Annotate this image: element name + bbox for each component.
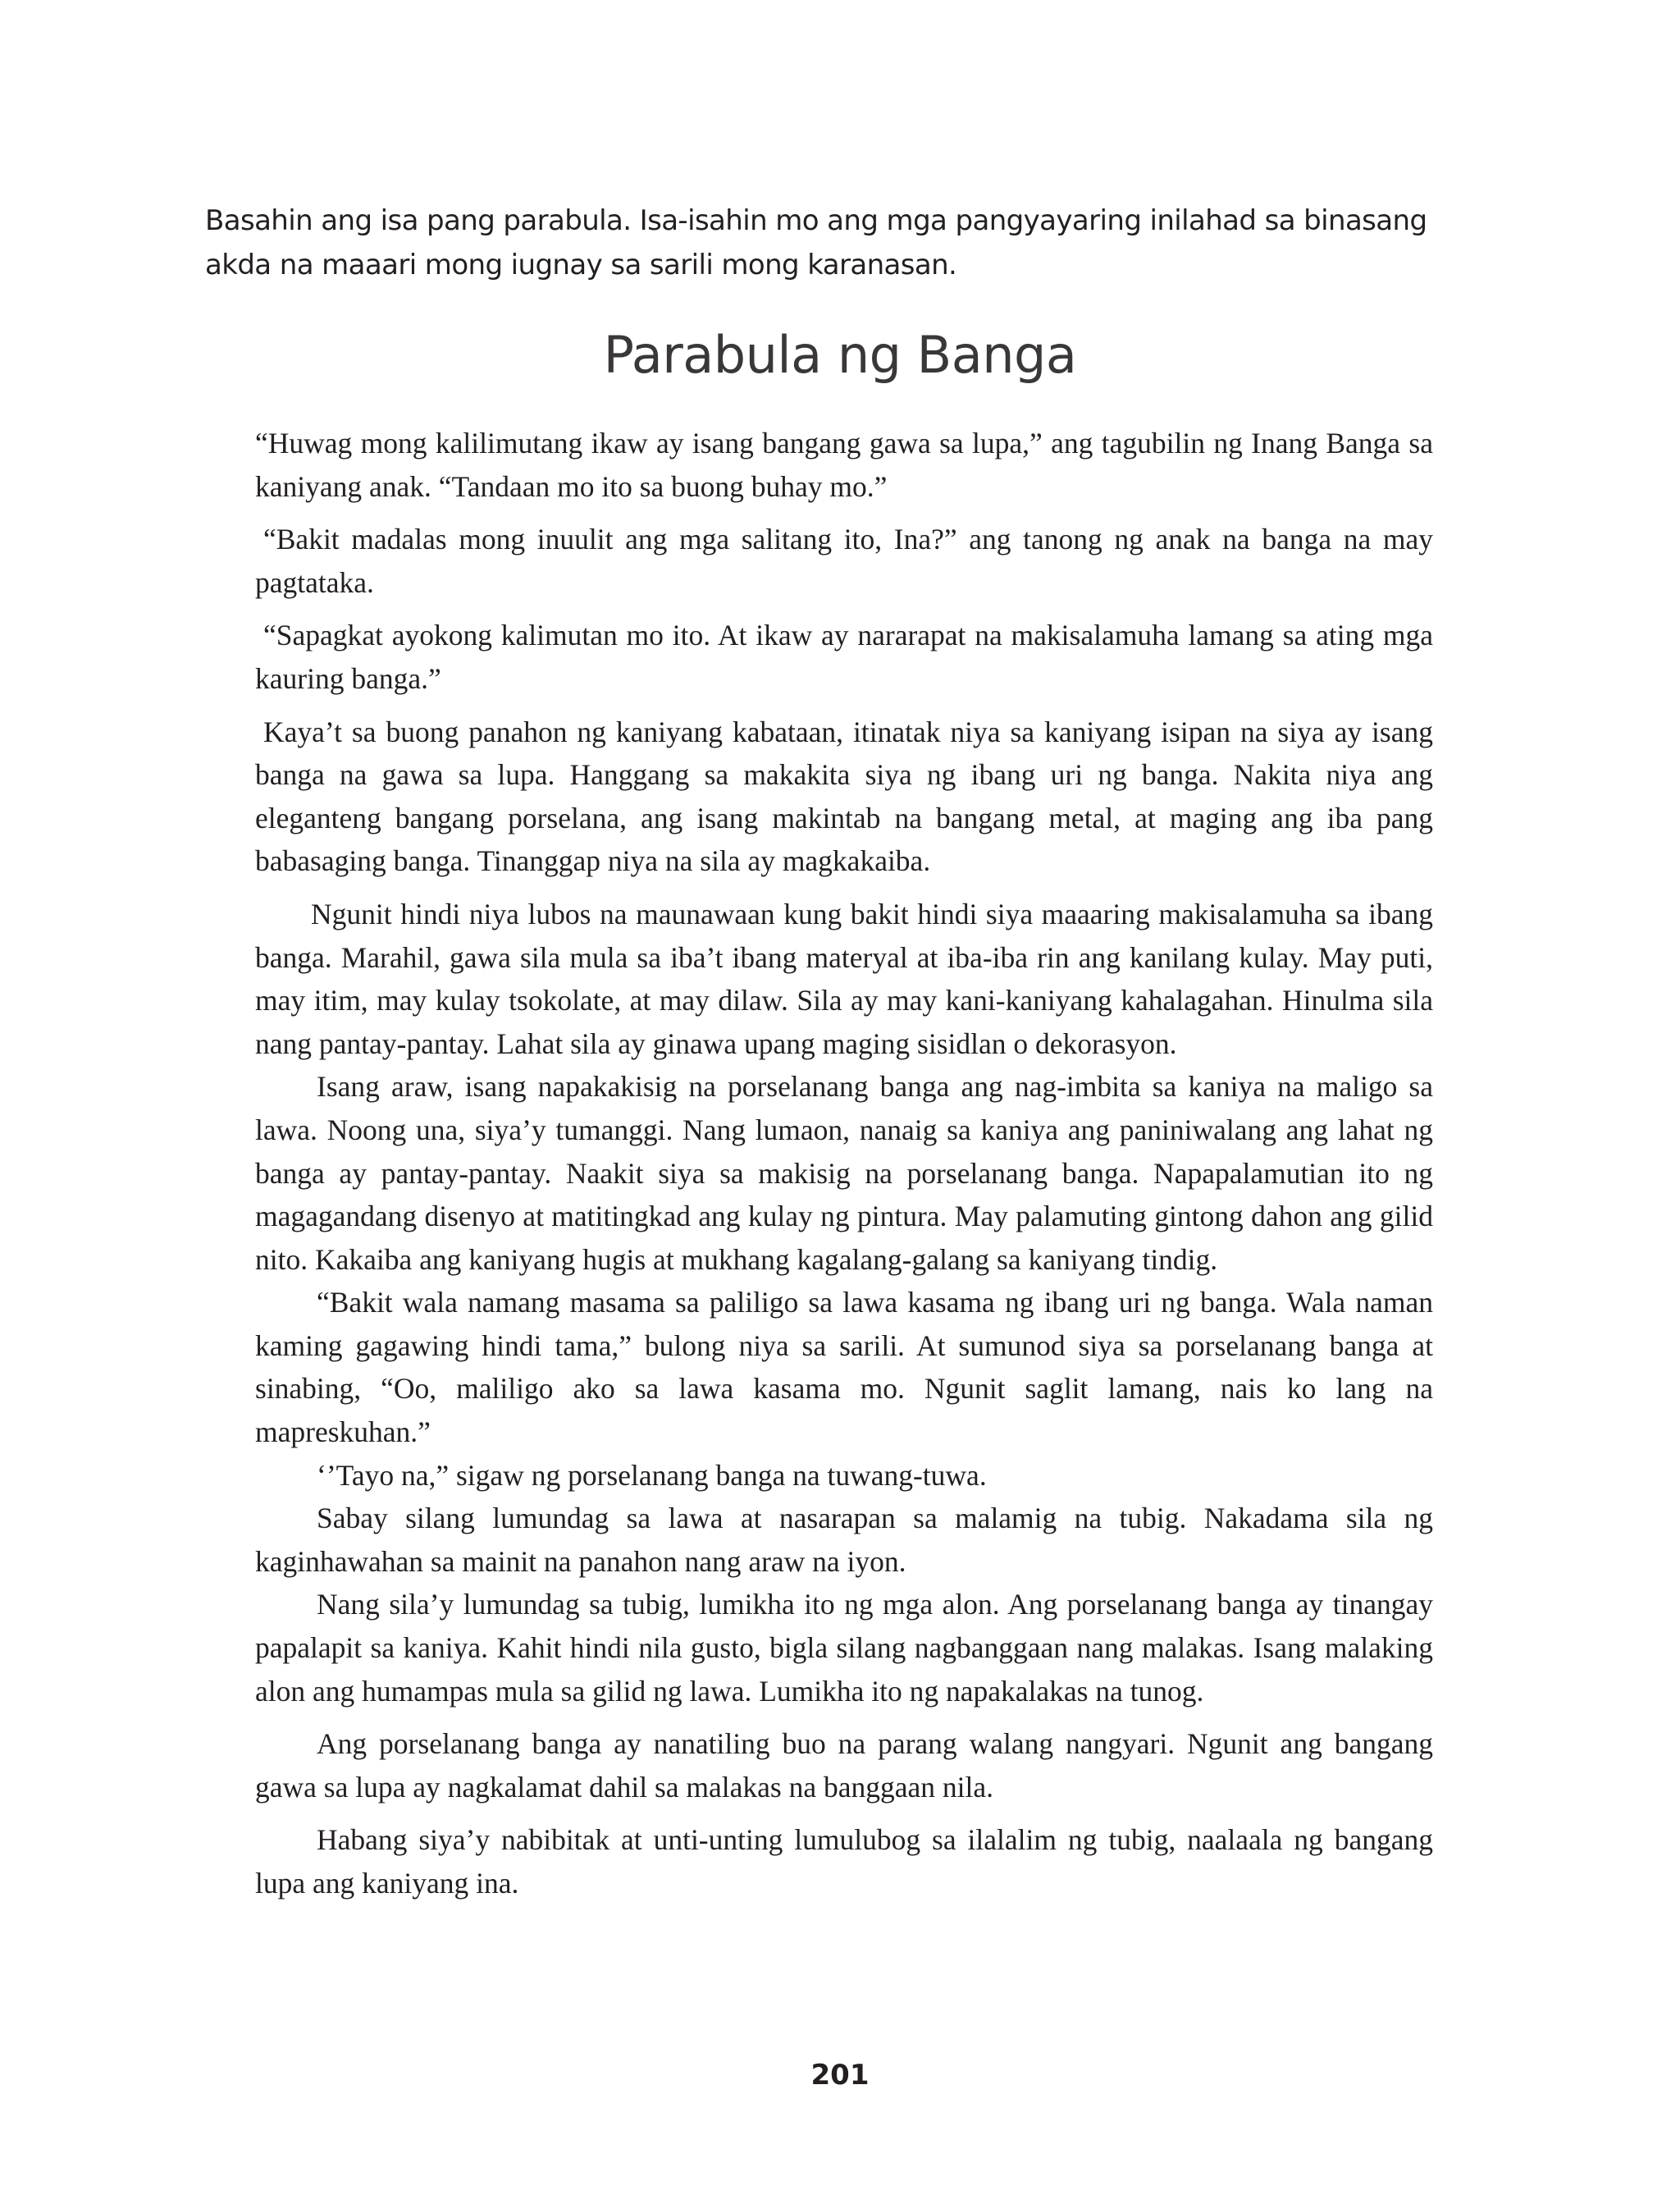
paragraph: “Bakit wala namang masama sa paliligo sa lawa kasama ng ibang uri ng banga. Wala naman kaming gagawing hindi tama,” bulong niya sa sarili. At sumunod siya sa porselanang banga at sinabing, “Oo, maliligo ako sa lawa kasama mo. Ngunit saglit lamang, nais ko lang na mapreskuhan.”: [255, 1286, 1433, 1449]
story-title: Parabula ng Banga: [603, 325, 1077, 385]
paragraph: Ngunit hindi niya lubos na maunawaan kung bakit hindi siya maaaring makisalamuha sa ibang banga. Marahil, gawa sila mula sa iba’t ibang materyal at iba-iba rin ang kanilang kulay. May puti, may itim, may kulay tsokolate, at may dilaw. Sila ay may kani-kaniyang kahalagahan. Hinulma sila nang pantay-pantay. Lahat sila ay ginawa upang maging sisidlan o dekorasyon.: [255, 897, 1433, 1060]
paragraph: Habang siya’y nabibitak at unti-unting lumulubog sa ilalalim ng tubig, naalaala ng bangang lupa ang kaniyang ina.: [255, 1823, 1433, 1900]
paragraph: Ang porselanang banga ay nanatiling buo na parang walang nangyari. Ngunit ang bangang gawa sa lupa ay nagkalamat dahil sa malakas na banggaan nila.: [255, 1727, 1433, 1804]
paragraph: ‘’Tayo na,” sigaw ng porselanang banga na tuwang-tuwa.: [317, 1458, 987, 1492]
paragraph: Nang sila’y lumundag sa tubig, lumikha ito ng mga alon. Ang porselanang banga ay tinangay papalapit sa kaniya. Kahit hindi nila gusto, bigla silang nagbanggaan nang malakas. Isang malaking alon ang humampas mula sa gilid ng lawa. Lumikha ito ng napakalakas na tunog.: [255, 1588, 1433, 1708]
paragraph: “Sapagkat ayokong kalimutan mo ito. At ikaw ay nararapat na makisalamuha lamang sa ating mga kauring banga.”: [255, 619, 1433, 695]
page-number: 201: [810, 2059, 870, 2092]
story-body: [255, 422, 1433, 1905]
paragraph: Sabay silang lumundag sa lawa at nasarapan sa malamig na tubig. Nakadama sila ng kaginhawahan sa mainit na panahon nang araw na iyon.: [255, 1502, 1433, 1578]
paragraph: “Huwag mong kalilimutang ikaw ay isang bangang gawa sa lupa,” ang tagubilin ng Inang Banga sa kaniyang anak. “Tandaan mo ito sa buong buhay mo.”: [255, 427, 1433, 503]
paragraph: Isang araw, isang napakakisig na porselanang banga ang nag-imbita sa kaniya na maligo sa lawa. Noong una, siya’y tumanggi. Nang lumaon, nanaig sa kaniya ang paniniwalang ang lahat ng banga ay pantay-pantay. Naakit siya sa makisig na porselanang banga. Napapalamutian ito ng magagandang disenyo at matitingkad ang kulay ng pintura. May palamuting gintong dahon ang gilid nito. Kakaiba ang kaniyang hugis at mukhang kagalang-galang sa kaniyang tindig.: [255, 1070, 1433, 1276]
instruction-text: Basahin ang isa pang parabula. Isa-isahin mo ang mga pangyayaring inilahad sa binasang akda na maaari mong iugnay sa sarili mong karanasan.: [205, 204, 1427, 281]
paragraph: Kaya’t sa buong panahon ng kaniyang kabataan, itinatak niya sa kaniyang isipan na siya ay isang banga na gawa sa lupa. Hanggang sa makakita siya ng ibang uri ng banga. Nakita niya ang eleganteng bangang porselana, ang isang makintab na bangang metal, at maging ang iba pang babasaging banga. Tinanggap niya na sila ay magkakaiba.: [255, 715, 1433, 878]
paragraph: “Bakit madalas mong inuulit ang mga salitang ito, Ina?” ang tanong ng anak na banga na may pagtataka.: [255, 523, 1433, 599]
